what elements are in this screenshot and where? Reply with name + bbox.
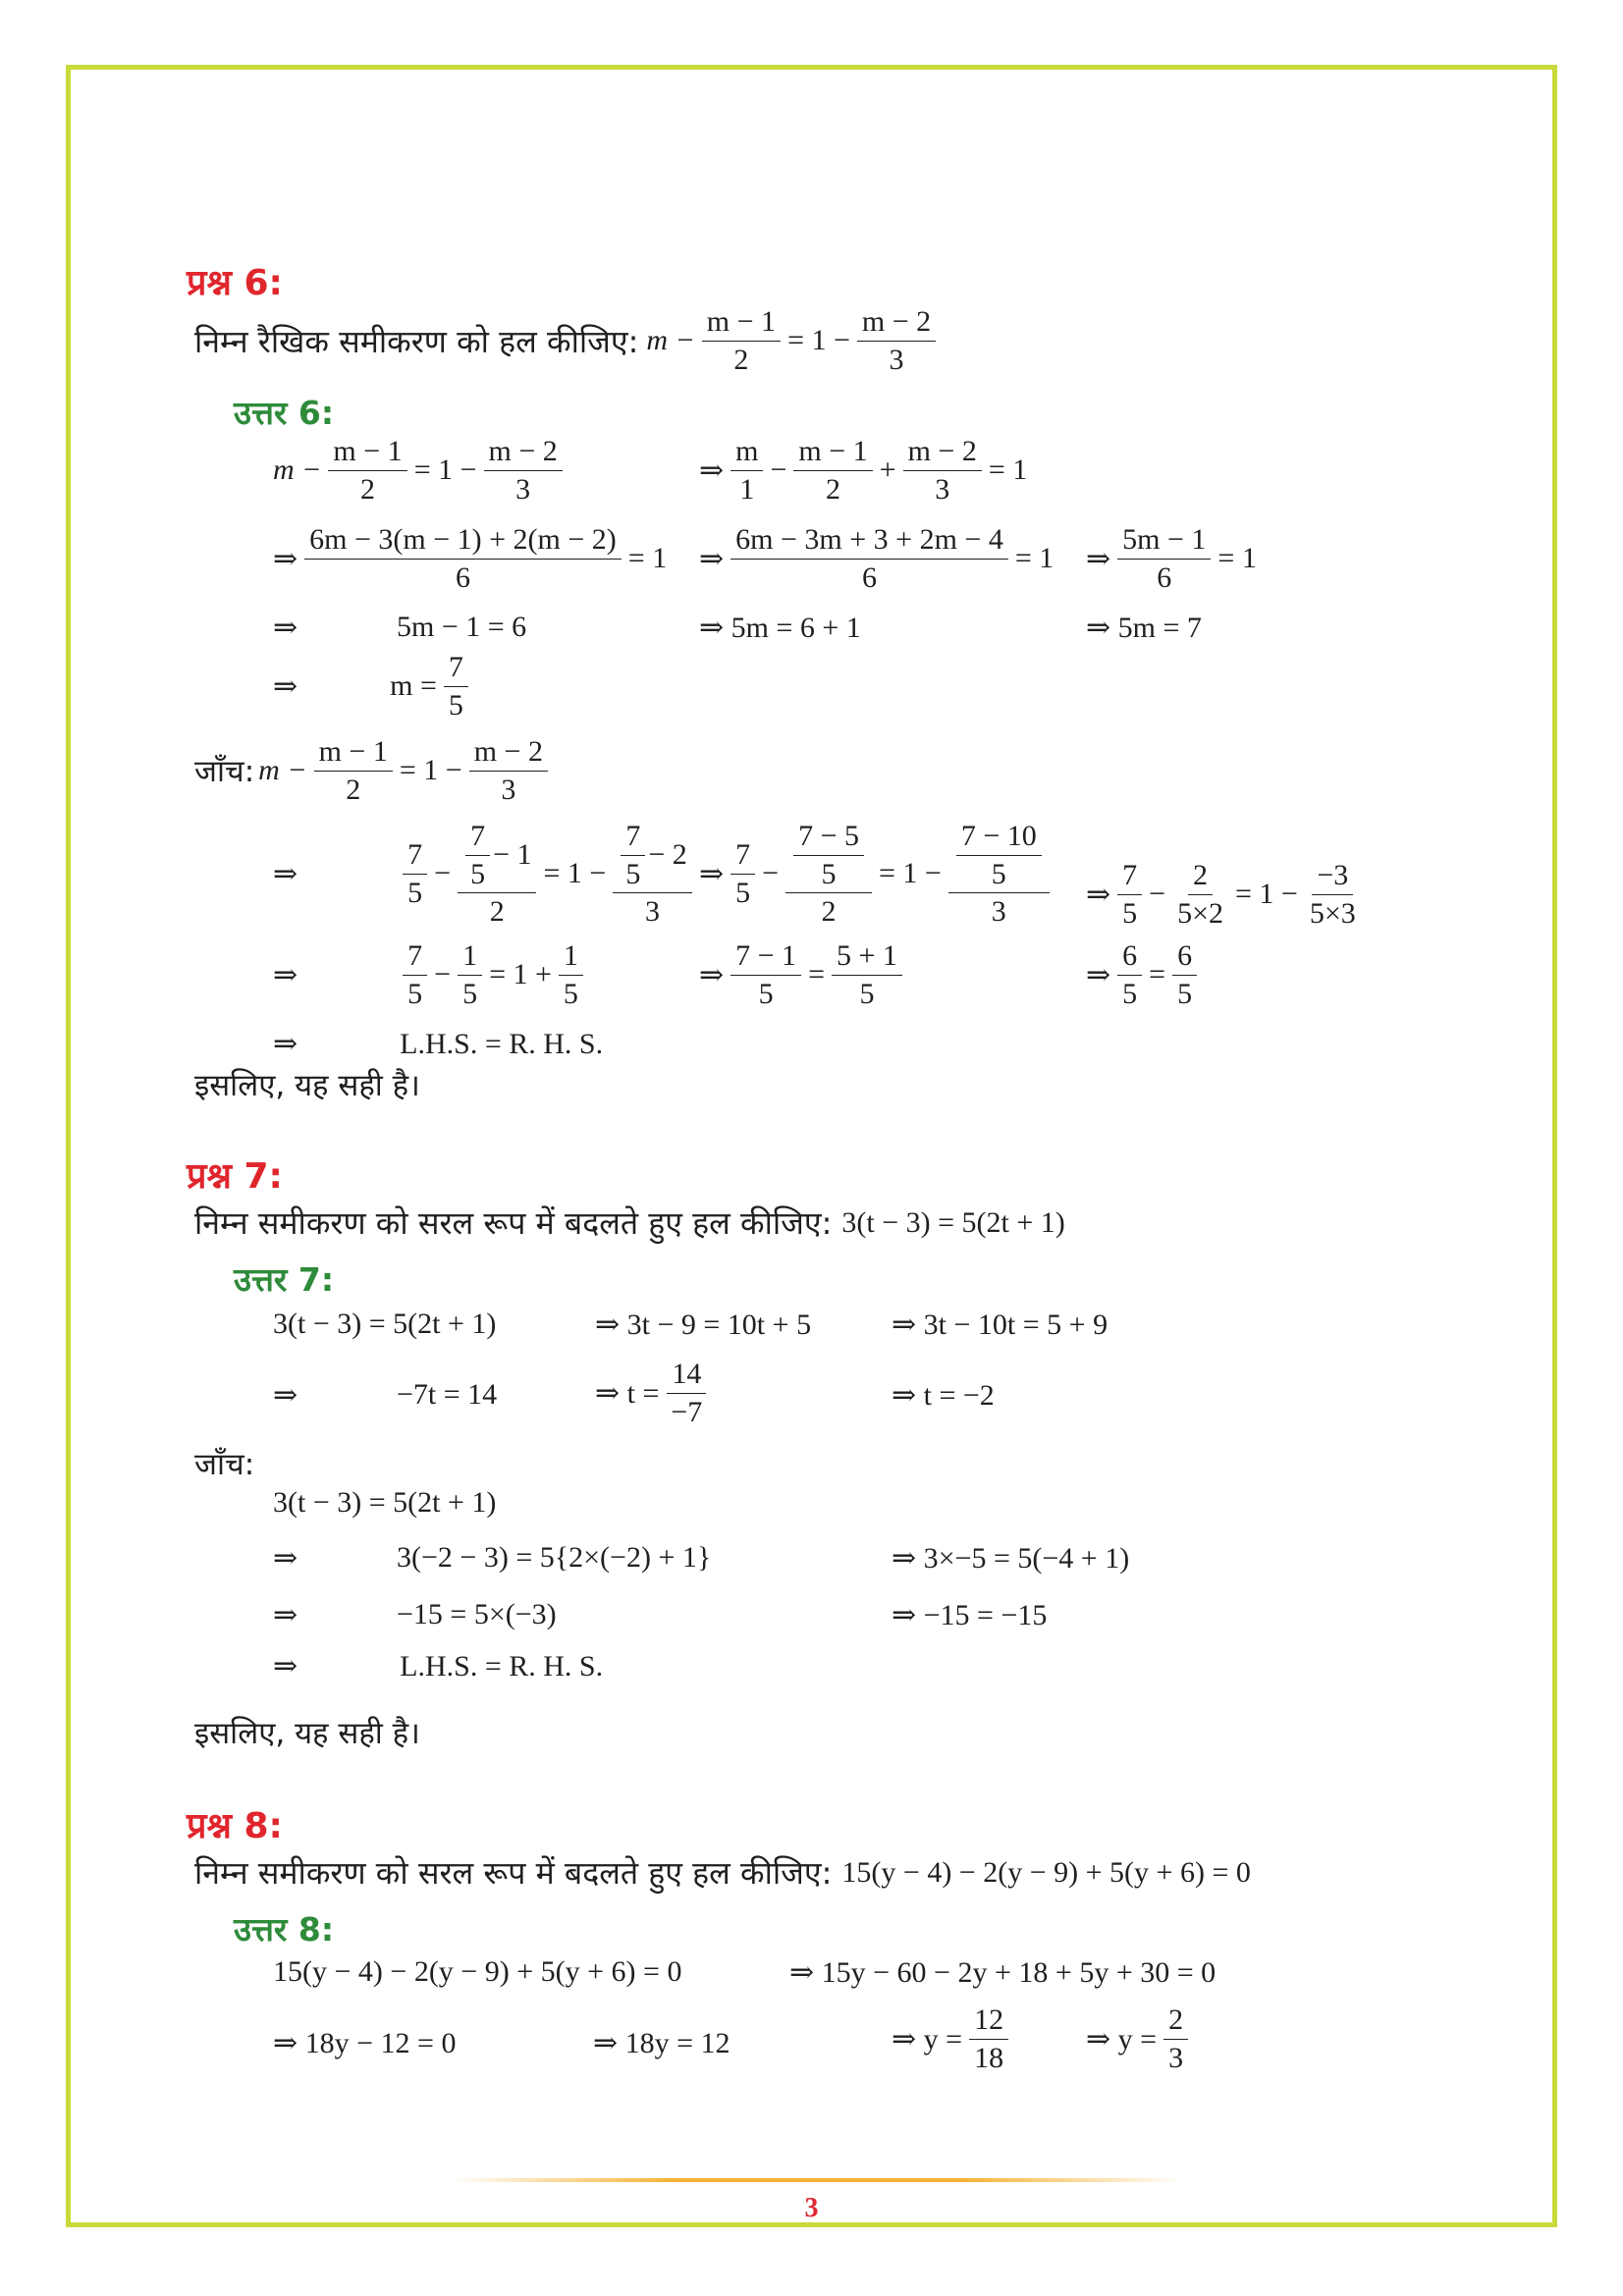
q6-check-3a: ⇒ $\frac{7}{5}$ − $\frac{1}{5}$ = 1 + $\frac{1}{5}$ <box>273 940 586 1009</box>
fraction: $\frac{m}{1}$ <box>730 436 763 505</box>
q7-question <box>194 1201 1065 1244</box>
q6-step-1b: ⇒ $\frac{m}{1}$ − $\frac{m - 1}{2}$ + $\frac{m - 2}{3}$ = 1 <box>699 435 1028 506</box>
q8-step-2c: ⇒ y = $\frac{12}{18}$ <box>892 2004 1011 2073</box>
fraction: $\frac{6m - 3m + 3 + 2m - 4}{6}$ <box>730 524 1008 593</box>
fraction: $\frac{7}{5}$ <box>403 940 427 1009</box>
q7-check-label: जाँच: <box>194 1447 255 1482</box>
q6-step-3b: ⇒ 5m = 6 + 1 <box>699 612 861 644</box>
q8-step-2d: ⇒ y = $\frac{2}{3}$ <box>1086 2004 1191 2073</box>
q7-step-2-arrow: ⇒ <box>273 1379 298 1412</box>
fraction: $\frac{m - 1}{2}$ <box>793 436 872 505</box>
q7-answer-heading: उत्तर 7: <box>234 1260 335 1299</box>
compound-fraction: $\frac{7}{5}$ − 2 3 <box>613 821 691 928</box>
q7-check-4: ⇒ L.H.S. = R. H. S. <box>273 1649 604 1682</box>
q6-step-3a: 5m − 1 = 6 <box>397 611 527 643</box>
fraction: $\frac{m - 1}{2}$ <box>702 306 781 375</box>
q6-check-3c: ⇒ $\frac{6}{5}$ = $\frac{6}{5}$ <box>1086 940 1200 1009</box>
fraction: $\frac{m - 2}{3}$ <box>857 306 936 375</box>
q6-check-3b: ⇒ $\frac{7 - 1}{5}$ = $\frac{5 + 1}{5}$ <box>699 940 905 1009</box>
fraction: $\frac{2}{3}$ <box>1163 2004 1188 2073</box>
footer-divider <box>452 2178 1183 2182</box>
fraction: $\frac{m - 1}{2}$ <box>328 436 406 505</box>
q7-check-2b: ⇒ 3×−5 = 5(−4 + 1) <box>892 1542 1130 1575</box>
q7-step-2a: −7t = 14 <box>397 1378 498 1411</box>
fraction: $\frac{7}{5}$ <box>1117 860 1142 929</box>
q6-heading: प्रश्न 6: <box>187 263 283 303</box>
q7-step-1a: 3(t − 3) = 5(2t + 1) <box>273 1308 497 1340</box>
fraction: $\frac{12}{18}$ <box>969 2004 1008 2073</box>
fraction: $\frac{1}{5}$ <box>559 940 583 1009</box>
q6-check-2a: ⇒ $\frac{7}{5}$ − $\frac{7}{5}$ − 1 2 = 1 − $\frac{7}{5}$ − 2 3 <box>273 821 695 928</box>
fraction: $\frac{5 + 1}{5}$ <box>832 940 902 1009</box>
q8-question-expr: 15(y − 4) − 2(y − 9) + 5(y + 6) = 0 <box>841 1855 1251 1889</box>
q6-step-3c: ⇒ 5m = 7 <box>1086 612 1202 644</box>
page-number: 3 <box>804 2193 819 2223</box>
compound-fraction: $\frac{\frac{7 - 5}{5}}{2}$ <box>785 821 872 928</box>
fraction: $\frac{6}{5}$ <box>1172 940 1197 1009</box>
q6-step-3-arrow: ⇒ <box>273 612 298 644</box>
q6-question-text: निम्न रैखिक समीकरण को हल कीजिए: <box>194 322 639 360</box>
q7-step-2c: ⇒ t = −2 <box>892 1379 995 1412</box>
q6-conclusion: इसलिए, यह सही है। <box>194 1068 420 1103</box>
q7-step-2b: ⇒ t = $\frac{14}{-7}$ <box>595 1359 710 1427</box>
q6-step-2b: ⇒ $\frac{6m - 3m + 3 + 2m - 4}{6}$ = 1 <box>699 523 1055 594</box>
fraction: $\frac{m - 1}{2}$ <box>314 736 393 805</box>
fraction: $\frac{m - 2}{3}$ <box>469 736 548 805</box>
q6-answer-heading: उत्तर 6: <box>234 394 335 432</box>
fraction: $\frac{6m - 3(m - 1) + 2(m - 2)}{6}$ <box>304 524 622 593</box>
q8-step-1b: ⇒ 15y − 60 − 2y + 18 + 5y + 30 = 0 <box>789 1956 1217 1989</box>
q7-question-expr: 3(t − 3) = 5(2t + 1) <box>841 1205 1065 1239</box>
q8-heading: प्रश्न 8: <box>187 1806 283 1846</box>
q7-check-3a: −15 = 5×(−3) <box>397 1598 557 1630</box>
q6-step-2c: ⇒ $\frac{5m - 1}{6}$ = 1 <box>1086 523 1257 594</box>
fraction: $\frac{2}{5\times 2}$ <box>1177 859 1223 930</box>
fraction: $\frac{14}{-7}$ <box>666 1359 707 1427</box>
q7-check-2-arrow: ⇒ <box>273 1542 298 1575</box>
q7-step-1b: ⇒ 3t − 9 = 10t + 5 <box>595 1308 812 1341</box>
q7-check-3-arrow: ⇒ <box>273 1599 298 1631</box>
fraction: $\frac{7}{5}$ <box>730 839 755 908</box>
q7-conclusion: इसलिए, यह सही है। <box>194 1716 420 1751</box>
fraction: $\frac{-3}{5\times 3}$ <box>1309 859 1356 930</box>
q6-step-4: ⇒ m = $\frac{7}{5}$ <box>273 652 471 721</box>
q7-question-text: निम्न समीकरण को सरल रूप में बदलते हुए हल कीजिए: <box>194 1204 833 1242</box>
q8-step-1a: 15(y − 4) − 2(y − 9) + 5(y + 6) = 0 <box>273 1955 682 1988</box>
fraction: $\frac{m - 2}{3}$ <box>903 436 982 505</box>
fraction: $\frac{5m - 1}{6}$ <box>1117 524 1211 593</box>
q6-check-2c: ⇒ $\frac{7}{5}$ − $\frac{2}{5\times 2}$ = 1 − $\frac{-3}{5\times 3}$ <box>1086 860 1364 929</box>
q7-heading: प्रश्न 7: <box>187 1156 283 1197</box>
q6-step-1a: m − $\frac{m - 1}{2}$ = 1 − $\frac{m - 2}{3}$ <box>273 436 566 505</box>
compound-fraction: $\frac{\frac{7 - 10}{5}}{3}$ <box>948 821 1050 928</box>
fraction: $\frac{6}{5}$ <box>1117 940 1142 1009</box>
q6-question <box>194 306 939 375</box>
q6-step-2a: ⇒ $\frac{6m - 3(m - 1) + 2(m - 2)}{6}$ = 1 <box>273 523 668 594</box>
q8-answer-heading: उत्तर 8: <box>234 1910 335 1949</box>
q6-check-label: जाँच: <box>194 754 255 789</box>
q6-check: जाँच: m − $\frac{m - 1}{2}$ = 1 − $\frac{m - 2}{3}$ <box>194 736 551 805</box>
q8-question-text: निम्न समीकरण को सरल रूप में बदलते हुए हल कीजिए: <box>194 1854 833 1892</box>
q7-step-1c: ⇒ 3t − 10t = 5 + 9 <box>892 1308 1109 1341</box>
q8-step-2b: ⇒ 18y = 12 <box>593 2027 730 2059</box>
q7-check-1: 3(t − 3) = 5(2t + 1) <box>273 1486 497 1519</box>
compound-fraction: $\frac{7}{5}$ − 1 2 <box>458 821 536 928</box>
fraction: $\frac{7}{5}$ <box>403 839 427 908</box>
fraction: $\frac{7 - 1}{5}$ <box>730 940 801 1009</box>
q8-step-2a: ⇒ 18y − 12 = 0 <box>273 2027 457 2059</box>
q6-check-2b: ⇒ $\frac{7}{5}$ − $\frac{\frac{7 - 5}{5}}{2}$ = 1 − $\frac{\frac{7 - 10}{5}}{3}$ <box>699 821 1053 928</box>
q7-check-2a: 3(−2 − 3) = 5{2×(−2) + 1} <box>397 1541 712 1574</box>
q7-check-3b: ⇒ −15 = −15 <box>892 1599 1048 1631</box>
fraction: $\frac{1}{5}$ <box>458 940 482 1009</box>
q6-check-4: ⇒ L.H.S. = R. H. S. <box>273 1027 604 1060</box>
q6-question-expr: m − $\frac{m - 1}{2}$ = 1 − $\frac{m - 2}{3}$ <box>646 306 939 375</box>
fraction: $\frac{m - 2}{3}$ <box>484 436 563 505</box>
fraction: $\frac{7}{5}$ <box>444 652 468 721</box>
q8-question <box>194 1851 1251 1894</box>
